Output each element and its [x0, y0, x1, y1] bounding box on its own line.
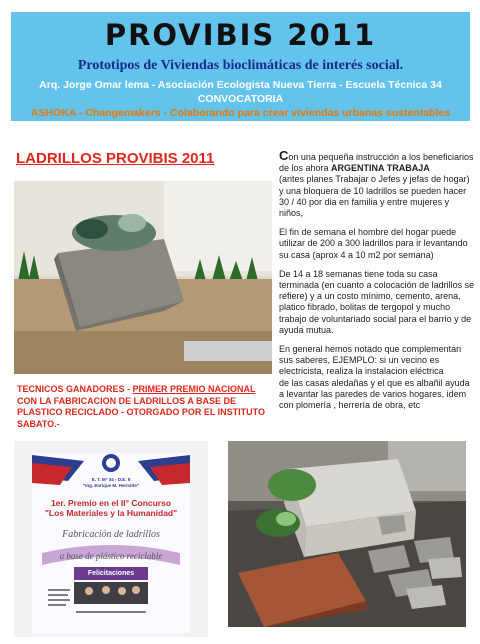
paragraph-3: De 14 a 18 semanas tiene toda su casa terminada (en cuanto a colocación de ladrillos se refiere) y a un costo mínimo, cemento, arena, platico fibrado, bolitas de tergopol y mucho trabajo de voluntariado social para el barrio y de ayuda mutua.: [279, 268, 475, 335]
award-caption: TECNICOS GANADORES - PRIMER PREMIO NACIONAL CON LA FABRICACION DE LADRILLOS A BASE DE PLASTICO RECICLADO - OTORGADO POR EL INSTITUTO SABATO.-: [17, 384, 266, 429]
section-title: LADRILLOS PROVIBIS 2011: [16, 150, 215, 167]
poster-header: [14, 477, 208, 489]
poster-award-line-2: "Los Materiales y la Humanidad": [44, 508, 178, 518]
header-banner: [11, 12, 470, 121]
poster-award: [14, 498, 208, 518]
paragraph-2: El fin de semana el hombre del hogar puede utilizar de 200 a 300 ladrillos para ir levantando su casa (aprox 4 a 10 m2 por semana): [279, 227, 468, 260]
poster-school-name: "Ing. Enrique M. Hermitte": [82, 483, 140, 488]
award-poster-photo: [14, 441, 208, 637]
body-text: [279, 150, 475, 419]
paragraph-4: En general hemos notado que complementan sus saberes, EJEMPLO: si un vecino es electricista, realiza la instalacion eléctrica de las casas aledañas y el que es albañil ayuda a levantar las paredes de varios hogares, idem con plomería , herrería de obra, etc: [279, 344, 470, 411]
poster-school: E. T. M° 34 - D.E. 9: [91, 477, 131, 482]
page-title: PROVIBIS 2011: [104, 18, 377, 52]
poster-award-line-1: 1er. Premio en el II° Concurso: [50, 498, 172, 508]
convocatoria-line: CONVOCATORIA: [197, 93, 284, 105]
sponsor-line: ASHOKA - Changemakers - Colaborando para crear viviendas urbanas sustentables: [30, 107, 451, 119]
poster-fabrication-2: a base de plástico reciclable: [59, 551, 163, 561]
poster-fabrication-line-1: Fabricación de ladrillos: [62, 529, 160, 540]
bricks-photo: [14, 181, 272, 374]
authors-line: Arq. Jorge Omar lema - Asociación Ecologista Nueva Tierra - Escuela Técnica 34: [39, 79, 442, 91]
paragraph-1: Con una pequeña instrucción a los beneficiarios de los ahora ARGENTINA TRABAJA (antes planes Trabajar o Jefes y jefas de hogar) y una bloquera de 10 ladrillos se pueden hacer 30 / 40 por dia en familia y entre mujeres y niños,: [279, 148, 474, 219]
page-subtitle: Prototipos de Viviendas bioclimáticas de interés social.: [77, 58, 404, 73]
bricks-table-photo: [228, 441, 466, 627]
poster-fabrication: [14, 529, 208, 541]
poster-felicitaciones: Felicitaciones: [87, 570, 135, 577]
